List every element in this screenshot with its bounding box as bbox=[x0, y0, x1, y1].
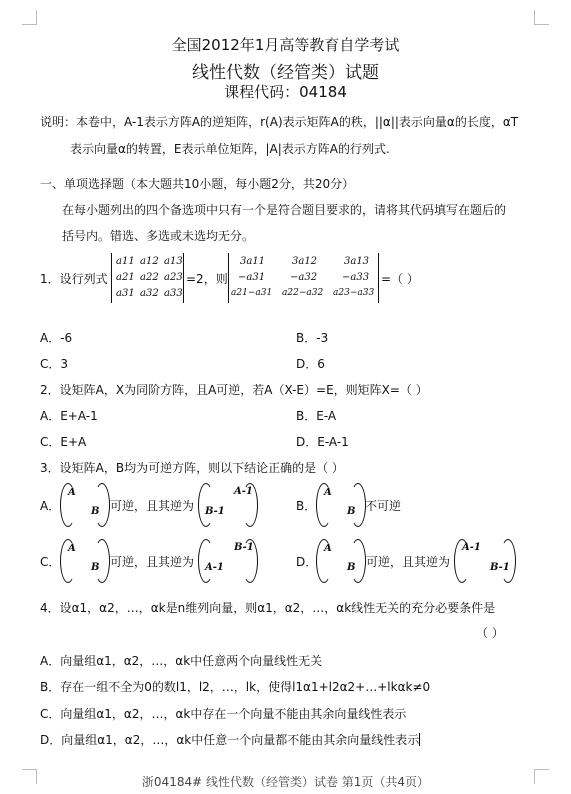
det2-cell: a21−a31 bbox=[231, 288, 273, 298]
notes-line-1: 说明：本卷中，A-1表示方阵A的逆矩阵，r(A)表示矩阵A的秩，||α||表示向量α的长度，αT bbox=[40, 115, 519, 129]
section-heading: 一、单项选择题（本大题共10小题，每小题2分，共20分） bbox=[40, 177, 355, 191]
matrix-entry: B bbox=[347, 506, 356, 517]
det1-cell: a21 bbox=[116, 272, 135, 283]
page-footer: 浙04184# 线性代数（经管类）试卷 第1页（共4页） bbox=[141, 775, 430, 789]
matrix-entry: B bbox=[91, 562, 100, 573]
det2-cell: −a33 bbox=[342, 272, 370, 283]
det1-cell: a31 bbox=[116, 288, 135, 299]
q4-answer-paren: （ ） bbox=[476, 626, 504, 640]
matrix-entry: A bbox=[68, 543, 76, 554]
q4-option-a: A．向量组α1，α2，…，αk中任意两个向量线性无关 bbox=[40, 654, 323, 668]
q2-option-b: B．E-A bbox=[296, 409, 337, 423]
det2-cell: 3a13 bbox=[344, 256, 370, 267]
q4-option-b: B．存在一组不全为0的数l1，l2，…，lk，使得l1α1+l2α2+…+lkαk≠0 bbox=[40, 680, 431, 694]
matrix-entry: A-1 bbox=[205, 562, 224, 573]
q2-option-c: C．E+A bbox=[40, 435, 87, 449]
matrix-entry: A bbox=[324, 543, 332, 554]
matrix-entry: B bbox=[91, 506, 100, 517]
matrix-entry: B bbox=[347, 562, 356, 573]
q1-option-d: D．6 bbox=[296, 357, 325, 371]
det1-cell: a33 bbox=[164, 288, 183, 299]
det2-cell: −a32 bbox=[290, 272, 318, 283]
q3-option-c-text: 可逆，且其逆为 bbox=[110, 555, 195, 569]
q3-option-c-label: C． bbox=[40, 555, 61, 569]
det2-cell: a22−a32 bbox=[282, 288, 324, 298]
det1-cell: a32 bbox=[140, 288, 159, 299]
q3-option-a-text: 可逆，且其逆为 bbox=[110, 499, 195, 513]
det2-cell: 3a12 bbox=[292, 256, 318, 267]
q1-mid: =2，则 bbox=[186, 272, 228, 286]
det1-cell: a13 bbox=[164, 256, 183, 267]
section-instruction-1: 在每小题列出的四个备选项中只有一个是符合题目要求的，请将其代码填写在题后的 bbox=[62, 203, 507, 217]
subject-title: 线性代数（经管类）试题 bbox=[192, 63, 379, 83]
det1-cell: a23 bbox=[164, 272, 183, 283]
q1-option-c: C．3 bbox=[40, 357, 69, 371]
course-code: 课程代码：04184 bbox=[224, 83, 347, 101]
section-instruction-2: 括号内。错选、多选或未选均无分。 bbox=[62, 229, 255, 243]
exam-title: 全国2012年1月高等教育自学考试 bbox=[171, 36, 400, 54]
q1-option-b: B．-3 bbox=[296, 331, 329, 345]
text-cursor bbox=[419, 733, 420, 746]
matrix-entry: A bbox=[324, 487, 332, 498]
q2-stem: 2．设矩阵A，X为同阶方阵，且A可逆，若A（X-E）=E，则矩阵X=（ ） bbox=[40, 383, 428, 397]
det2-cell: −a31 bbox=[238, 272, 266, 283]
matrix-entry: B-1 bbox=[490, 562, 510, 573]
matrix-entry: B-1 bbox=[234, 542, 254, 553]
q4-option-d: D．向量组α1，α2，…，αk中任意一个向量都不能由其余向量线性表示 bbox=[40, 733, 420, 747]
q3-option-d-label: D． bbox=[296, 555, 318, 569]
q4-option-d-row bbox=[40, 731, 420, 748]
q1-prefix: 1．设行列式 bbox=[40, 272, 108, 286]
q2-option-d: D．E-A-1 bbox=[296, 435, 349, 449]
q3-option-b-label: B． bbox=[296, 499, 317, 513]
det2-cell: 3a11 bbox=[240, 256, 266, 267]
matrix-entry: A-1 bbox=[462, 542, 481, 553]
crop-mark-top-left bbox=[22, 10, 37, 25]
matrix-entry: A bbox=[68, 487, 76, 498]
det1-cell: a22 bbox=[140, 272, 159, 283]
q1-tail: =（ ） bbox=[381, 272, 419, 286]
matrix-entry: A-1 bbox=[234, 486, 253, 497]
q2-option-a: A．E+A-1 bbox=[40, 409, 98, 423]
det1-cell: a12 bbox=[140, 256, 159, 267]
q3-option-a-label: A． bbox=[40, 499, 61, 513]
det2-cell: a23−a33 bbox=[333, 288, 375, 298]
q3-option-b-text: 不可逆 bbox=[365, 499, 402, 513]
q4-option-c: C．向量组α1，α2，…，αk中存在一个向量不能由其余向量线性表示 bbox=[40, 707, 407, 721]
matrix-entry: B-1 bbox=[205, 506, 225, 517]
q3-option-d-text: 可逆，且其逆为 bbox=[366, 555, 451, 569]
q1-option-a: A．-6 bbox=[40, 331, 73, 345]
notes-line-2: 表示向量α的转置，E表示单位矩阵，|A|表示方阵A的行列式. bbox=[70, 142, 390, 156]
crop-mark-top-right bbox=[534, 10, 549, 25]
q3-stem: 3．设矩阵A，B均为可逆方阵，则以下结论正确的是（ ） bbox=[40, 461, 344, 475]
det1-cell: a11 bbox=[116, 256, 135, 267]
q4-stem: 4．设α1，α2，…，αk是n维列向量，则α1，α2，…，αk线性无关的充分必要条件是 bbox=[40, 601, 496, 615]
